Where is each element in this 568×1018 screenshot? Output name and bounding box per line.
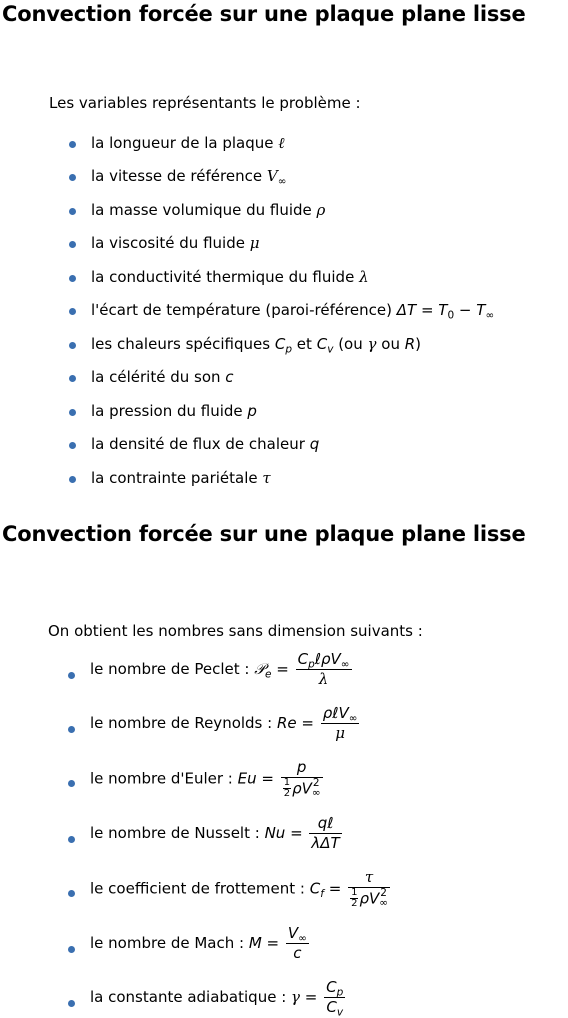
math-subscript: v xyxy=(327,343,334,356)
math-subscript: ∞ xyxy=(485,309,495,322)
math-symbol: C xyxy=(274,335,286,353)
math-superscript: 2 xyxy=(312,776,320,789)
bullet-icon xyxy=(69,442,76,449)
math-symbol: τ xyxy=(262,469,271,487)
bullet-icon xyxy=(69,375,76,382)
math-symbol: ρℓV xyxy=(322,704,349,722)
math-symbol: μ xyxy=(249,234,260,252)
bullet-icon xyxy=(69,174,76,181)
math-subscript: e xyxy=(265,668,272,681)
slide-title: Convection forcée sur une plaque plane lisse xyxy=(2,2,526,26)
slide-intro: Les variables représentants le problème : xyxy=(49,94,361,112)
item-text: la viscosité du fluide xyxy=(91,234,245,252)
math-symbol: μ xyxy=(335,723,345,742)
math-symbol: λΔT xyxy=(311,833,340,852)
item-text: l'écart de température (paroi-référence) xyxy=(91,301,392,319)
math-symbol: Nu xyxy=(264,823,286,842)
half-fraction xyxy=(283,778,291,800)
item-text: la masse volumique du fluide xyxy=(91,201,312,219)
item-text: le nombre de Peclet : xyxy=(90,659,250,678)
bullet-icon xyxy=(68,946,75,953)
math-symbol: 𝒫 xyxy=(254,659,266,678)
item-text: les chaleurs spécifiques xyxy=(91,335,271,353)
item-text: et xyxy=(296,335,312,353)
fraction xyxy=(296,650,352,689)
fraction xyxy=(309,814,341,853)
math-symbol: p xyxy=(247,402,257,420)
bullet-icon xyxy=(68,836,75,843)
fraction xyxy=(321,704,360,743)
math-symbol: q xyxy=(309,435,320,453)
item-text: le nombre de Reynolds : xyxy=(90,713,273,732)
item-text: le nombre de Mach : xyxy=(90,933,245,952)
item-text: la célérité du son xyxy=(91,368,221,386)
math-superscript: 2 xyxy=(380,886,387,899)
fraction xyxy=(324,978,345,1017)
item-text: le nombre d'Euler : xyxy=(90,769,233,788)
math-symbol: γ xyxy=(291,987,300,1006)
item-text: la contrainte pariétale xyxy=(91,469,258,487)
bullet-icon xyxy=(69,409,76,416)
math-symbol: M xyxy=(248,933,262,952)
bullet-icon xyxy=(68,780,75,787)
math-symbol: C xyxy=(297,650,309,668)
item-text: la vitesse de référence xyxy=(91,167,263,185)
math-symbol: V xyxy=(287,924,299,942)
item-text: la longueur de la plaque xyxy=(91,134,274,152)
bullet-icon xyxy=(69,308,76,315)
math-subscript: v xyxy=(336,1006,344,1018)
math-symbol: ρV xyxy=(292,779,312,798)
math-subscript: f xyxy=(320,888,324,901)
math-symbol: ρV xyxy=(359,889,380,908)
math-expression: ΔT = T xyxy=(396,301,448,319)
math-symbol: τ xyxy=(348,868,390,888)
half-num: 1 xyxy=(283,776,291,788)
fraction xyxy=(281,758,323,800)
math-symbol: C xyxy=(309,879,321,898)
item-text: la pression du fluide xyxy=(91,402,243,420)
item-text: la constante adiabatique : xyxy=(90,987,287,1006)
bullet-icon xyxy=(68,1000,75,1007)
item-text: ) xyxy=(415,335,422,353)
slide-title: Convection forcée sur une plaque plane lisse xyxy=(2,522,526,546)
math-symbol: C xyxy=(326,978,337,996)
math-symbol: C xyxy=(326,997,337,1016)
half-den: 2 xyxy=(351,898,358,910)
math-subscript: p xyxy=(285,343,293,356)
math-symbol: ρ xyxy=(316,201,326,219)
math-subscript: ∞ xyxy=(340,658,350,671)
math-subscript: ∞ xyxy=(277,175,287,188)
item-text: le nombre de Nusselt : xyxy=(90,823,260,842)
math-symbol: γ xyxy=(367,335,377,353)
bullet-icon xyxy=(68,890,75,897)
bullet-icon xyxy=(69,208,76,215)
math-symbol: c xyxy=(225,368,234,386)
math-symbol: C xyxy=(316,335,328,353)
item-text: le coefficient de frottement : xyxy=(90,879,305,898)
bullet-icon xyxy=(69,275,76,282)
math-subscript: ∞ xyxy=(348,712,358,725)
item-text: la conductivité thermique du fluide xyxy=(91,268,355,286)
item-text: la densité de flux de chaleur xyxy=(91,435,305,453)
bullet-icon xyxy=(68,672,75,679)
half-den: 2 xyxy=(283,788,291,800)
math-subscript: 0 xyxy=(447,309,455,322)
math-symbol: Re xyxy=(276,713,297,732)
fraction xyxy=(348,868,390,910)
bullet-icon xyxy=(69,476,76,483)
fraction xyxy=(286,924,309,963)
math-symbol: p xyxy=(281,758,323,778)
math-symbol: R xyxy=(404,335,416,353)
math-symbol: λ xyxy=(359,268,369,286)
bullet-icon xyxy=(68,726,75,733)
bullet-icon xyxy=(69,342,76,349)
math-subscript: ∞ xyxy=(311,786,321,799)
bullet-icon xyxy=(69,241,76,248)
slide-intro: On obtient les nombres sans dimension suivants : xyxy=(48,622,423,640)
half-fraction xyxy=(350,888,358,910)
math-subscript: ∞ xyxy=(379,896,388,909)
math-symbol: c xyxy=(293,943,302,962)
item-text: (ou xyxy=(338,335,363,353)
math-symbol: Eu xyxy=(237,769,257,788)
math-symbol: qℓ xyxy=(309,814,341,834)
math-symbol: V xyxy=(266,167,278,185)
math-symbol: λ xyxy=(318,669,329,688)
math-subscript: ∞ xyxy=(298,932,307,945)
slide-2: Convection forcée sur une plaque plane lisse On obtient les nombres sans dimension suivants : le nombre de Peclet : 𝒫$_e$ = $\frac{C_p\ell\rho V_\infty}{\lambda}$ le nombre de Reynolds : Re = $\frac{\rho\ell V_\infty}{\mu}$ le nombre d'Euler : Eu = p $\frac{1}{2}$ ρV 2 ∞ le nombre de Nusselt : Nu = $\frac{\text{qℓ}}{\text{λΔT}}$ le coefficient de frottement : $C_f$ = τ $\frac{1}{2}$ ρV 2 ∞ le nombre de Mach : M = $\frac{V_\infty}{c}$ la constante adiabatique : γ = $\frac{C_p}{C_v}$ xyxy=(2,522,526,1018)
item-text: ou xyxy=(381,335,400,353)
half-num: 1 xyxy=(351,886,358,898)
math-expression: − T xyxy=(454,301,486,319)
slide-1 xyxy=(0,0,568,500)
math-symbol: ℓρV xyxy=(314,650,341,668)
bullet-icon xyxy=(69,141,76,148)
math-symbol: ℓ xyxy=(278,134,285,152)
math-subscript: p xyxy=(308,658,315,671)
math-subscript: p xyxy=(336,986,344,999)
